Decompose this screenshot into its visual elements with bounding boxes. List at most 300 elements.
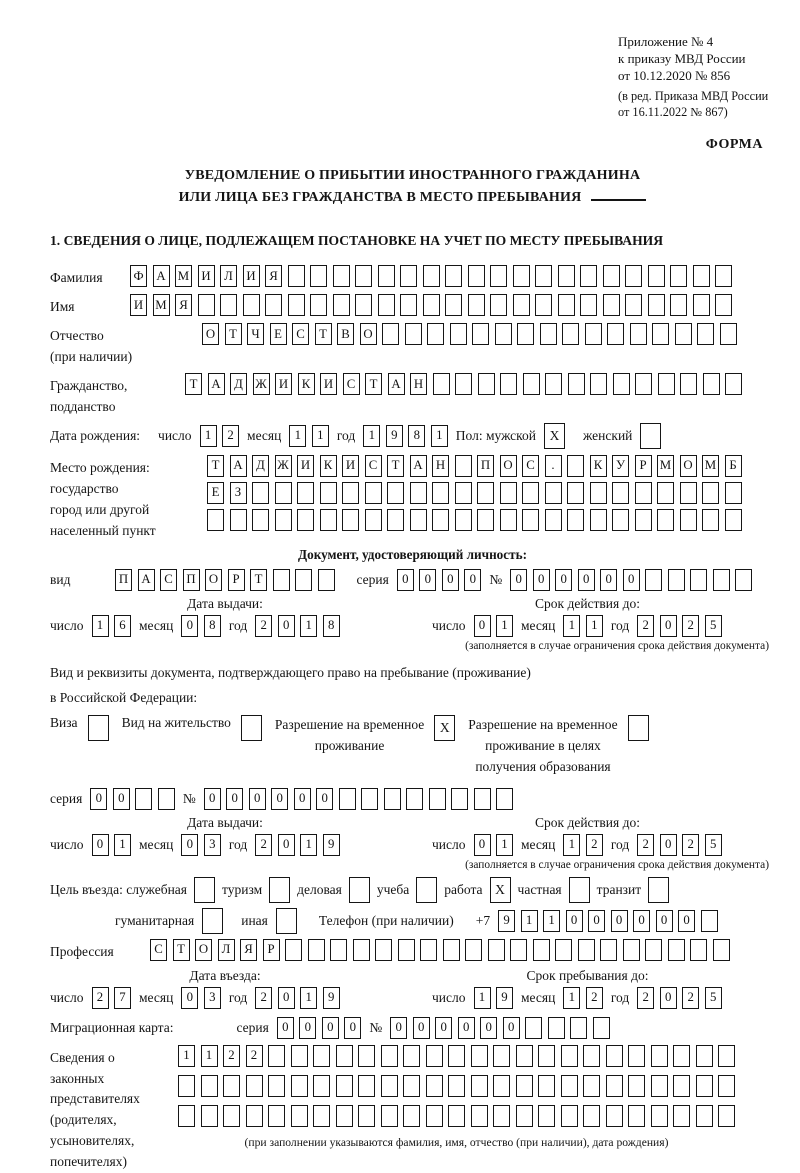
char-cell[interactable]: С bbox=[160, 569, 177, 591]
char-cell[interactable]: 0 bbox=[510, 569, 527, 591]
char-cell[interactable] bbox=[455, 373, 472, 395]
char-cell[interactable] bbox=[468, 294, 485, 316]
char-cell[interactable] bbox=[432, 482, 449, 504]
char-cell[interactable] bbox=[555, 939, 572, 961]
char-cell[interactable]: 1 bbox=[289, 425, 306, 447]
char-cell[interactable] bbox=[561, 1105, 578, 1127]
char-cell[interactable]: 2 bbox=[255, 987, 272, 1009]
char-cell[interactable] bbox=[406, 788, 423, 810]
char-cell[interactable] bbox=[545, 509, 562, 531]
char-cell[interactable] bbox=[525, 1017, 542, 1039]
char-cell[interactable] bbox=[403, 1075, 420, 1097]
char-cell[interactable]: И bbox=[243, 265, 260, 287]
char-cell[interactable]: 0 bbox=[660, 615, 677, 637]
char-cell[interactable]: 1 bbox=[563, 834, 580, 856]
char-cell[interactable]: 0 bbox=[623, 569, 640, 591]
char-cell[interactable]: 2 bbox=[682, 987, 699, 1009]
char-cell[interactable] bbox=[668, 569, 685, 591]
char-cell[interactable] bbox=[680, 482, 697, 504]
char-cell[interactable] bbox=[590, 373, 607, 395]
char-cell[interactable]: 0 bbox=[678, 910, 695, 932]
char-cell[interactable] bbox=[545, 482, 562, 504]
char-cell[interactable] bbox=[448, 1045, 465, 1067]
char-cell[interactable]: 0 bbox=[555, 569, 572, 591]
char-cell[interactable]: 0 bbox=[204, 788, 221, 810]
char-cell[interactable] bbox=[701, 910, 718, 932]
char-cell[interactable] bbox=[252, 482, 269, 504]
char-cell[interactable] bbox=[583, 1045, 600, 1067]
char-cell[interactable] bbox=[269, 877, 290, 903]
char-cell[interactable]: А bbox=[410, 455, 427, 477]
char-cell[interactable] bbox=[429, 788, 446, 810]
char-cell[interactable]: Ж bbox=[275, 455, 292, 477]
char-cell[interactable]: С bbox=[292, 323, 309, 345]
char-cell[interactable] bbox=[493, 1075, 510, 1097]
char-cell[interactable] bbox=[474, 788, 491, 810]
char-cell[interactable] bbox=[355, 294, 372, 316]
char-cell[interactable]: 2 bbox=[255, 834, 272, 856]
char-cell[interactable] bbox=[252, 509, 269, 531]
char-cell[interactable] bbox=[538, 1105, 555, 1127]
char-cell[interactable] bbox=[349, 877, 370, 903]
char-cell[interactable]: 2 bbox=[255, 615, 272, 637]
char-cell[interactable] bbox=[488, 939, 505, 961]
char-cell[interactable] bbox=[496, 788, 513, 810]
char-cell[interactable] bbox=[384, 788, 401, 810]
char-cell[interactable]: Ч bbox=[247, 323, 264, 345]
char-cell[interactable]: Р bbox=[263, 939, 280, 961]
char-cell[interactable] bbox=[657, 482, 674, 504]
char-cell[interactable] bbox=[718, 1075, 735, 1097]
char-cell[interactable] bbox=[735, 569, 752, 591]
char-cell[interactable] bbox=[420, 939, 437, 961]
char-cell[interactable] bbox=[612, 509, 629, 531]
char-cell[interactable] bbox=[135, 788, 152, 810]
char-cell[interactable] bbox=[410, 509, 427, 531]
char-cell[interactable] bbox=[427, 323, 444, 345]
char-cell[interactable]: М bbox=[702, 455, 719, 477]
char-cell[interactable]: 2 bbox=[222, 425, 239, 447]
char-cell[interactable]: 8 bbox=[408, 425, 425, 447]
char-cell[interactable]: К bbox=[320, 455, 337, 477]
char-cell[interactable] bbox=[718, 1045, 735, 1067]
char-cell[interactable] bbox=[590, 509, 607, 531]
char-cell[interactable] bbox=[569, 877, 590, 903]
char-cell[interactable]: 9 bbox=[386, 425, 403, 447]
char-cell[interactable] bbox=[241, 715, 262, 741]
char-cell[interactable]: 1 bbox=[201, 1045, 218, 1067]
char-cell[interactable] bbox=[403, 1105, 420, 1127]
char-cell[interactable] bbox=[606, 1105, 623, 1127]
char-cell[interactable]: 1 bbox=[586, 615, 603, 637]
char-cell[interactable] bbox=[275, 509, 292, 531]
char-cell[interactable] bbox=[313, 1105, 330, 1127]
char-cell[interactable] bbox=[423, 294, 440, 316]
char-cell[interactable] bbox=[652, 323, 669, 345]
char-cell[interactable] bbox=[657, 509, 674, 531]
char-cell[interactable] bbox=[358, 1075, 375, 1097]
char-cell[interactable]: 2 bbox=[586, 834, 603, 856]
char-cell[interactable]: С bbox=[150, 939, 167, 961]
char-cell[interactable] bbox=[680, 509, 697, 531]
char-cell[interactable]: Н bbox=[432, 455, 449, 477]
char-cell[interactable] bbox=[670, 265, 687, 287]
char-cell[interactable] bbox=[578, 939, 595, 961]
char-cell[interactable]: 2 bbox=[586, 987, 603, 1009]
char-cell[interactable] bbox=[194, 877, 215, 903]
char-cell[interactable] bbox=[670, 294, 687, 316]
char-cell[interactable]: 0 bbox=[578, 569, 595, 591]
char-cell[interactable]: 5 bbox=[705, 615, 722, 637]
char-cell[interactable]: О bbox=[202, 323, 219, 345]
char-cell[interactable]: 0 bbox=[322, 1017, 339, 1039]
char-cell[interactable]: 1 bbox=[92, 615, 109, 637]
char-cell[interactable] bbox=[471, 1105, 488, 1127]
char-cell[interactable]: Р bbox=[635, 455, 652, 477]
char-cell[interactable]: X bbox=[434, 715, 455, 741]
char-cell[interactable] bbox=[275, 482, 292, 504]
char-cell[interactable] bbox=[516, 1045, 533, 1067]
char-cell[interactable]: 0 bbox=[278, 834, 295, 856]
char-cell[interactable]: О bbox=[500, 455, 517, 477]
char-cell[interactable] bbox=[310, 294, 327, 316]
char-cell[interactable] bbox=[288, 294, 305, 316]
char-cell[interactable] bbox=[680, 373, 697, 395]
char-cell[interactable]: 3 bbox=[204, 834, 221, 856]
char-cell[interactable]: 1 bbox=[563, 615, 580, 637]
char-cell[interactable]: 1 bbox=[363, 425, 380, 447]
char-cell[interactable]: 0 bbox=[344, 1017, 361, 1039]
char-cell[interactable] bbox=[158, 788, 175, 810]
char-cell[interactable]: Т bbox=[207, 455, 224, 477]
char-cell[interactable] bbox=[533, 939, 550, 961]
char-cell[interactable]: 0 bbox=[90, 788, 107, 810]
char-cell[interactable]: 0 bbox=[633, 910, 650, 932]
char-cell[interactable] bbox=[535, 265, 552, 287]
char-cell[interactable] bbox=[433, 373, 450, 395]
char-cell[interactable]: 1 bbox=[543, 910, 560, 932]
char-cell[interactable] bbox=[673, 1105, 690, 1127]
char-cell[interactable]: 9 bbox=[323, 987, 340, 1009]
char-cell[interactable] bbox=[358, 1045, 375, 1067]
char-cell[interactable] bbox=[523, 373, 540, 395]
char-cell[interactable] bbox=[230, 509, 247, 531]
char-cell[interactable]: 6 bbox=[114, 615, 131, 637]
char-cell[interactable]: 3 bbox=[204, 987, 221, 1009]
char-cell[interactable]: 2 bbox=[637, 987, 654, 1009]
char-cell[interactable] bbox=[310, 265, 327, 287]
char-cell[interactable]: К bbox=[298, 373, 315, 395]
char-cell[interactable] bbox=[625, 265, 642, 287]
char-cell[interactable] bbox=[696, 1105, 713, 1127]
char-cell[interactable] bbox=[268, 1075, 285, 1097]
char-cell[interactable]: О bbox=[360, 323, 377, 345]
char-cell[interactable] bbox=[690, 569, 707, 591]
char-cell[interactable] bbox=[471, 1075, 488, 1097]
char-cell[interactable]: 0 bbox=[181, 987, 198, 1009]
char-cell[interactable] bbox=[382, 323, 399, 345]
char-cell[interactable] bbox=[651, 1105, 668, 1127]
char-cell[interactable] bbox=[693, 265, 710, 287]
char-cell[interactable]: И bbox=[275, 373, 292, 395]
char-cell[interactable]: Я bbox=[175, 294, 192, 316]
char-cell[interactable] bbox=[398, 939, 415, 961]
char-cell[interactable] bbox=[355, 265, 372, 287]
char-cell[interactable] bbox=[516, 1075, 533, 1097]
char-cell[interactable]: Т bbox=[173, 939, 190, 961]
char-cell[interactable] bbox=[387, 482, 404, 504]
char-cell[interactable]: 0 bbox=[271, 788, 288, 810]
char-cell[interactable]: Л bbox=[220, 265, 237, 287]
char-cell[interactable] bbox=[548, 1017, 565, 1039]
char-cell[interactable] bbox=[88, 715, 109, 741]
char-cell[interactable] bbox=[640, 423, 661, 449]
char-cell[interactable] bbox=[648, 265, 665, 287]
char-cell[interactable] bbox=[718, 1105, 735, 1127]
char-cell[interactable]: А bbox=[138, 569, 155, 591]
char-cell[interactable] bbox=[477, 509, 494, 531]
char-cell[interactable] bbox=[178, 1105, 195, 1127]
char-cell[interactable]: С bbox=[522, 455, 539, 477]
char-cell[interactable] bbox=[635, 373, 652, 395]
char-cell[interactable] bbox=[538, 1075, 555, 1097]
char-cell[interactable]: 1 bbox=[431, 425, 448, 447]
char-cell[interactable]: Ж bbox=[253, 373, 270, 395]
char-cell[interactable]: 0 bbox=[660, 987, 677, 1009]
char-cell[interactable] bbox=[451, 788, 468, 810]
char-cell[interactable] bbox=[426, 1045, 443, 1067]
char-cell[interactable] bbox=[658, 373, 675, 395]
char-cell[interactable]: 7 bbox=[114, 987, 131, 1009]
char-cell[interactable]: 1 bbox=[178, 1045, 195, 1067]
char-cell[interactable] bbox=[472, 323, 489, 345]
char-cell[interactable] bbox=[522, 509, 539, 531]
char-cell[interactable]: 0 bbox=[480, 1017, 497, 1039]
char-cell[interactable] bbox=[410, 482, 427, 504]
char-cell[interactable]: 2 bbox=[682, 834, 699, 856]
char-cell[interactable] bbox=[365, 509, 382, 531]
char-cell[interactable] bbox=[432, 509, 449, 531]
char-cell[interactable] bbox=[645, 569, 662, 591]
char-cell[interactable]: 8 bbox=[323, 615, 340, 637]
char-cell[interactable] bbox=[378, 294, 395, 316]
char-cell[interactable] bbox=[725, 482, 742, 504]
char-cell[interactable] bbox=[448, 1075, 465, 1097]
char-cell[interactable] bbox=[465, 939, 482, 961]
char-cell[interactable] bbox=[600, 939, 617, 961]
char-cell[interactable] bbox=[590, 482, 607, 504]
char-cell[interactable] bbox=[285, 939, 302, 961]
char-cell[interactable] bbox=[490, 294, 507, 316]
char-cell[interactable]: 0 bbox=[474, 615, 491, 637]
char-cell[interactable]: Ф bbox=[130, 265, 147, 287]
char-cell[interactable]: 5 bbox=[705, 987, 722, 1009]
char-cell[interactable] bbox=[201, 1075, 218, 1097]
char-cell[interactable] bbox=[516, 1105, 533, 1127]
char-cell[interactable] bbox=[342, 482, 359, 504]
char-cell[interactable] bbox=[568, 373, 585, 395]
char-cell[interactable] bbox=[313, 1075, 330, 1097]
char-cell[interactable]: 5 bbox=[705, 834, 722, 856]
char-cell[interactable]: М bbox=[657, 455, 674, 477]
char-cell[interactable]: Н bbox=[410, 373, 427, 395]
char-cell[interactable]: З bbox=[230, 482, 247, 504]
char-cell[interactable]: 0 bbox=[503, 1017, 520, 1039]
char-cell[interactable] bbox=[713, 939, 730, 961]
char-cell[interactable]: . bbox=[545, 455, 562, 477]
char-cell[interactable] bbox=[720, 323, 737, 345]
char-cell[interactable]: 1 bbox=[300, 987, 317, 1009]
char-cell[interactable] bbox=[702, 509, 719, 531]
char-cell[interactable] bbox=[628, 1105, 645, 1127]
char-cell[interactable] bbox=[320, 482, 337, 504]
char-cell[interactable] bbox=[675, 323, 692, 345]
char-cell[interactable] bbox=[478, 373, 495, 395]
char-cell[interactable]: П bbox=[477, 455, 494, 477]
char-cell[interactable] bbox=[645, 939, 662, 961]
char-cell[interactable] bbox=[276, 908, 297, 934]
char-cell[interactable] bbox=[558, 294, 575, 316]
char-cell[interactable] bbox=[381, 1075, 398, 1097]
char-cell[interactable]: 9 bbox=[496, 987, 513, 1009]
char-cell[interactable]: X bbox=[490, 877, 511, 903]
char-cell[interactable]: 0 bbox=[566, 910, 583, 932]
char-cell[interactable]: 0 bbox=[294, 788, 311, 810]
char-cell[interactable] bbox=[198, 294, 215, 316]
char-cell[interactable] bbox=[265, 294, 282, 316]
char-cell[interactable] bbox=[583, 1105, 600, 1127]
char-cell[interactable]: 0 bbox=[442, 569, 459, 591]
char-cell[interactable] bbox=[268, 1105, 285, 1127]
char-cell[interactable] bbox=[295, 569, 312, 591]
char-cell[interactable] bbox=[336, 1075, 353, 1097]
char-cell[interactable]: А bbox=[208, 373, 225, 395]
char-cell[interactable] bbox=[448, 1105, 465, 1127]
char-cell[interactable] bbox=[426, 1105, 443, 1127]
char-cell[interactable] bbox=[513, 294, 530, 316]
char-cell[interactable]: 1 bbox=[496, 834, 513, 856]
char-cell[interactable]: Д bbox=[230, 373, 247, 395]
char-cell[interactable] bbox=[635, 482, 652, 504]
char-cell[interactable] bbox=[540, 323, 557, 345]
char-cell[interactable]: 0 bbox=[299, 1017, 316, 1039]
char-cell[interactable] bbox=[375, 939, 392, 961]
char-cell[interactable] bbox=[387, 509, 404, 531]
char-cell[interactable] bbox=[330, 939, 347, 961]
char-cell[interactable] bbox=[583, 1075, 600, 1097]
char-cell[interactable]: 0 bbox=[278, 615, 295, 637]
char-cell[interactable] bbox=[320, 509, 337, 531]
char-cell[interactable] bbox=[381, 1105, 398, 1127]
char-cell[interactable]: И bbox=[130, 294, 147, 316]
char-cell[interactable] bbox=[567, 509, 584, 531]
char-cell[interactable]: 0 bbox=[249, 788, 266, 810]
char-cell[interactable]: 0 bbox=[316, 788, 333, 810]
char-cell[interactable] bbox=[333, 265, 350, 287]
char-cell[interactable] bbox=[725, 373, 742, 395]
char-cell[interactable] bbox=[416, 877, 437, 903]
char-cell[interactable]: Р bbox=[228, 569, 245, 591]
char-cell[interactable]: И bbox=[342, 455, 359, 477]
char-cell[interactable] bbox=[538, 1045, 555, 1067]
char-cell[interactable] bbox=[342, 509, 359, 531]
char-cell[interactable] bbox=[603, 294, 620, 316]
char-cell[interactable] bbox=[243, 294, 260, 316]
char-cell[interactable] bbox=[333, 294, 350, 316]
char-cell[interactable] bbox=[220, 294, 237, 316]
char-cell[interactable] bbox=[567, 482, 584, 504]
char-cell[interactable]: Т bbox=[225, 323, 242, 345]
char-cell[interactable] bbox=[353, 939, 370, 961]
char-cell[interactable] bbox=[313, 1045, 330, 1067]
char-cell[interactable]: 0 bbox=[278, 987, 295, 1009]
char-cell[interactable] bbox=[651, 1075, 668, 1097]
char-cell[interactable]: Т bbox=[387, 455, 404, 477]
char-cell[interactable] bbox=[580, 265, 597, 287]
char-cell[interactable] bbox=[628, 715, 649, 741]
char-cell[interactable]: 2 bbox=[223, 1045, 240, 1067]
char-cell[interactable] bbox=[713, 569, 730, 591]
char-cell[interactable]: Т bbox=[250, 569, 267, 591]
char-cell[interactable] bbox=[630, 323, 647, 345]
char-cell[interactable] bbox=[291, 1105, 308, 1127]
char-cell[interactable]: 1 bbox=[521, 910, 538, 932]
char-cell[interactable] bbox=[635, 509, 652, 531]
char-cell[interactable]: И bbox=[297, 455, 314, 477]
char-cell[interactable] bbox=[288, 265, 305, 287]
char-cell[interactable] bbox=[500, 482, 517, 504]
char-cell[interactable] bbox=[673, 1075, 690, 1097]
char-cell[interactable]: 0 bbox=[181, 615, 198, 637]
char-cell[interactable]: С bbox=[343, 373, 360, 395]
char-cell[interactable]: 0 bbox=[464, 569, 481, 591]
char-cell[interactable] bbox=[381, 1045, 398, 1067]
char-cell[interactable]: С bbox=[365, 455, 382, 477]
char-cell[interactable]: Я bbox=[240, 939, 257, 961]
char-cell[interactable] bbox=[567, 455, 584, 477]
char-cell[interactable]: 9 bbox=[323, 834, 340, 856]
char-cell[interactable] bbox=[648, 294, 665, 316]
char-cell[interactable] bbox=[493, 1105, 510, 1127]
char-cell[interactable] bbox=[400, 265, 417, 287]
char-cell[interactable]: Т bbox=[315, 323, 332, 345]
char-cell[interactable] bbox=[291, 1045, 308, 1067]
char-cell[interactable] bbox=[696, 1045, 713, 1067]
char-cell[interactable]: Т bbox=[365, 373, 382, 395]
char-cell[interactable]: 0 bbox=[600, 569, 617, 591]
char-cell[interactable]: Б bbox=[725, 455, 742, 477]
char-cell[interactable]: 1 bbox=[200, 425, 217, 447]
char-cell[interactable] bbox=[500, 509, 517, 531]
char-cell[interactable]: 0 bbox=[92, 834, 109, 856]
char-cell[interactable] bbox=[336, 1045, 353, 1067]
char-cell[interactable] bbox=[273, 569, 290, 591]
char-cell[interactable]: 0 bbox=[413, 1017, 430, 1039]
char-cell[interactable] bbox=[445, 265, 462, 287]
char-cell[interactable]: И bbox=[320, 373, 337, 395]
char-cell[interactable] bbox=[471, 1045, 488, 1067]
char-cell[interactable] bbox=[403, 1045, 420, 1067]
char-cell[interactable] bbox=[297, 509, 314, 531]
char-cell[interactable] bbox=[628, 1075, 645, 1097]
char-cell[interactable]: М bbox=[153, 294, 170, 316]
char-cell[interactable] bbox=[477, 482, 494, 504]
char-cell[interactable] bbox=[593, 1017, 610, 1039]
char-cell[interactable] bbox=[455, 455, 472, 477]
char-cell[interactable]: 2 bbox=[92, 987, 109, 1009]
char-cell[interactable] bbox=[378, 265, 395, 287]
char-cell[interactable]: 0 bbox=[390, 1017, 407, 1039]
